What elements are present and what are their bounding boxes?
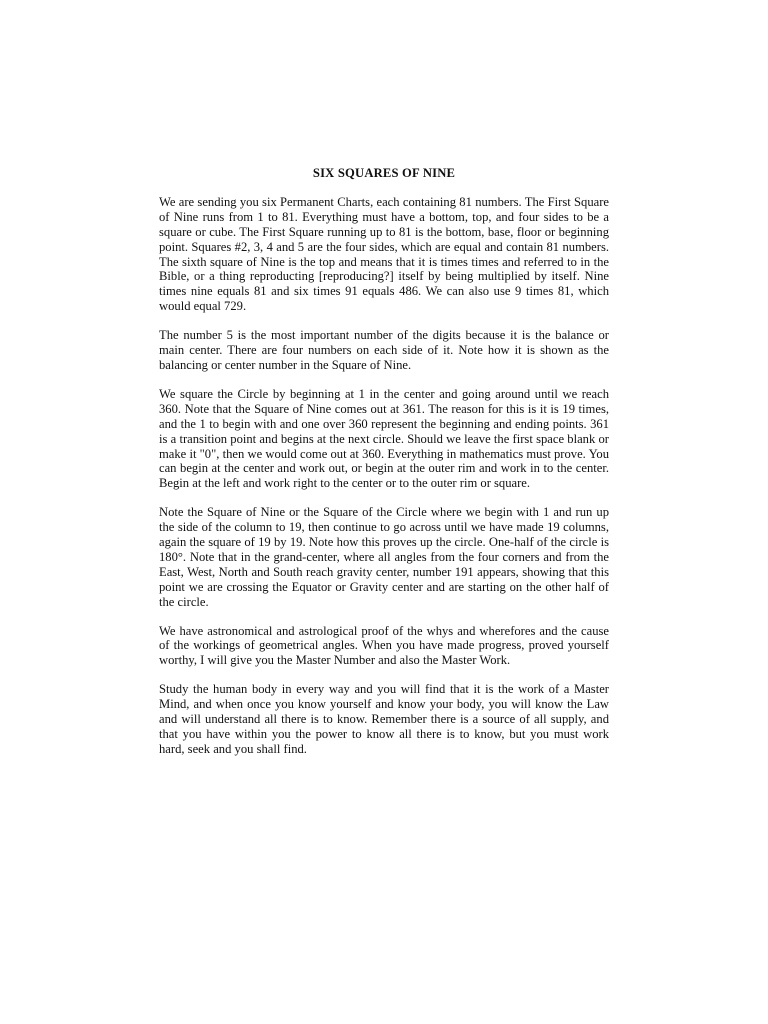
paragraph-6: Study the human body in every way and you will find that it is the work of a Master Mind, and when once you know yourself and know your body, you will know the Law and will understand all there is to know. Remember there is a source of all supply, and that you have within you the power to know all there is to know, but you must work hard, seek and you shall find. [159,682,609,756]
paragraph-3: We square the Circle by beginning at 1 in the center and going around until we reach 360. Note that the Square of Nine comes out at 361. The reason for this is it is 19 times, and the 1 to begin with and one over 360 represent the beginning and ending points. 361 is a transition point and begins at the next circle. Should we leave the first space blank or make it "0", then we would come out at 360. Everything in mathematics must prove. You can begin at the center and work out, or begin at the outer rim and work in to the center. Begin at the left and work right to the center or to the outer rim or square. [159,386,609,491]
paragraph-5: We have astronomical and astrological proof of the whys and wherefores and the cause of the workings of geometrical angles. When you have made progress, proved yourself worthy, I will give you the Master Number and also the Master Work. [159,623,609,668]
document-body [159,166,609,771]
document-title: SIX SQUARES OF NINE [312,166,456,180]
paragraph-4: Note the Square of Nine or the Square of the Circle where we begin with 1 and run up the side of the column to 19, then continue to go across until we have made 19 columns, again the square of 19 by 19. Note how this proves up the circle. One-half of the circle is 180°. Note that in the grand-center, where all angles from the four corners and from the East, West, North and South reach gravity center, number 191 appears, showing that this point we are crossing the Equator or Gravity center and are starting on the other half of the circle. [159,505,609,609]
paragraph-1: We are sending you six Permanent Charts, each containing 81 numbers. The First Square of Nine runs from 1 to 81. Everything must have a bottom, top, and four sides to be a square or cube. The First Square running up to 81 is the bottom, base, floor or beginning point. Squares #2, 3, 4 and 5 are the four sides, which are equal and contain 81 numbers. The sixth square of Nine is the top and means that it is times times and referred to in the Bible, or a thing reproducting [reproducing?] itself by being multiplied by itself. Nine times nine equals 81 and six times 91 equals 486. We can also use 9 times 81, which would equal 729. [159,194,609,314]
paragraph-2: The number 5 is the most important number of the digits because it is the balance or main center. There are four numbers on each side of it. Note how it is shown as the balancing or center number in the Square of Nine. [159,328,609,372]
